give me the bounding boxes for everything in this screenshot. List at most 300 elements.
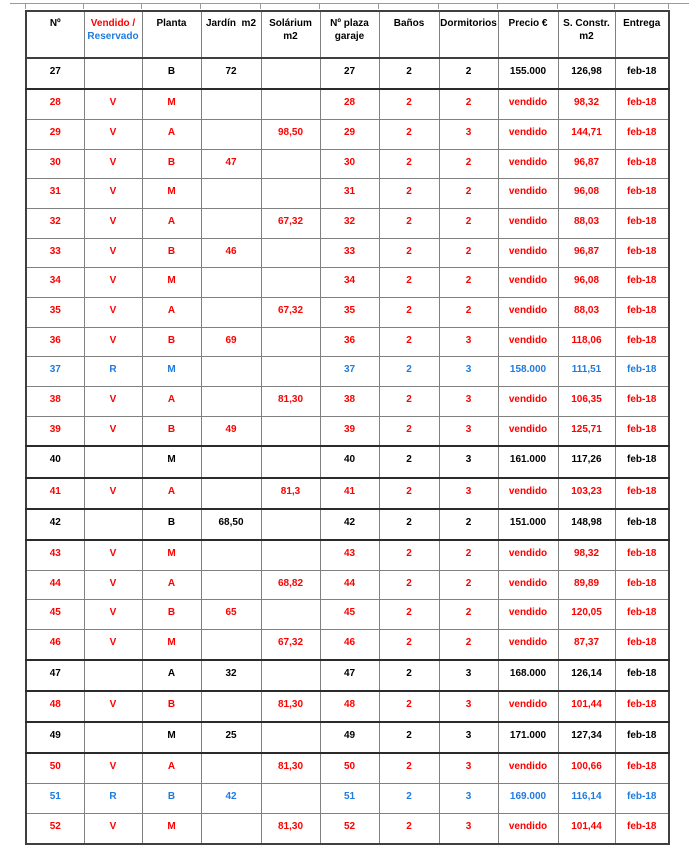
cell-banos: 2 <box>379 268 439 298</box>
cell-planta: B <box>142 691 201 722</box>
cell-jardin: 46 <box>201 238 261 268</box>
header-num: Nº <box>26 11 84 58</box>
header-dormitorios: Dormitorios <box>439 11 498 58</box>
cell-banos: 2 <box>379 570 439 600</box>
price-table <box>25 10 670 845</box>
cell-plaza: 41 <box>320 478 379 509</box>
cell-banos: 2 <box>379 120 439 150</box>
cell-num: 38 <box>26 386 84 416</box>
table-row <box>26 120 669 150</box>
cell-solarium <box>261 357 320 387</box>
cell-sconstr: 96,87 <box>558 238 615 268</box>
cell-num: 30 <box>26 149 84 179</box>
cell-sconstr: 144,71 <box>558 120 615 150</box>
cell-plaza: 37 <box>320 357 379 387</box>
cell-dorm: 2 <box>439 238 498 268</box>
cell-dorm: 2 <box>439 630 498 660</box>
cell-num: 33 <box>26 238 84 268</box>
cell-plaza: 46 <box>320 630 379 660</box>
header-superficie-construida: S. Constr. m2 <box>558 11 615 58</box>
header-banos: Baños <box>379 11 439 58</box>
cell-dorm: 3 <box>439 386 498 416</box>
cell-banos: 2 <box>379 446 439 477</box>
cell-entrega: feb-18 <box>615 120 669 150</box>
cell-solarium <box>261 660 320 691</box>
cell-num: 29 <box>26 120 84 150</box>
cell-planta: B <box>142 509 201 540</box>
cell-precio: vendido <box>498 297 558 327</box>
table-row <box>26 446 669 477</box>
cell-banos: 2 <box>379 722 439 753</box>
cell-solarium <box>261 722 320 753</box>
cell-estado: V <box>84 120 142 150</box>
cell-sconstr: 96,08 <box>558 268 615 298</box>
cell-entrega: feb-18 <box>615 753 669 783</box>
cell-planta: M <box>142 446 201 477</box>
cell-precio: vendido <box>498 120 558 150</box>
cell-plaza: 39 <box>320 416 379 446</box>
cell-sconstr: 101,44 <box>558 691 615 722</box>
cell-precio: vendido <box>498 813 558 844</box>
cell-num: 49 <box>26 722 84 753</box>
cell-estado: R <box>84 784 142 814</box>
cell-dorm: 3 <box>439 691 498 722</box>
cell-plaza: 44 <box>320 570 379 600</box>
cell-planta: B <box>142 149 201 179</box>
cell-entrega: feb-18 <box>615 600 669 630</box>
partial-row-gridline <box>10 3 689 4</box>
cell-solarium <box>261 416 320 446</box>
cell-banos: 2 <box>379 238 439 268</box>
gridline-tick <box>668 3 669 9</box>
cell-precio: vendido <box>498 416 558 446</box>
cell-entrega: feb-18 <box>615 691 669 722</box>
cell-sconstr: 87,37 <box>558 630 615 660</box>
cell-num: 44 <box>26 570 84 600</box>
cell-estado <box>84 722 142 753</box>
cell-entrega: feb-18 <box>615 327 669 357</box>
cell-entrega: feb-18 <box>615 268 669 298</box>
cell-planta: A <box>142 209 201 239</box>
cell-solarium <box>261 600 320 630</box>
cell-planta: M <box>142 179 201 209</box>
table-row <box>26 357 669 387</box>
cell-entrega: feb-18 <box>615 478 669 509</box>
cell-banos: 2 <box>379 357 439 387</box>
cell-jardin <box>201 691 261 722</box>
cell-dorm: 2 <box>439 179 498 209</box>
header-reservado-label: Reservado <box>87 31 139 42</box>
cell-dorm: 2 <box>439 149 498 179</box>
cell-estado: V <box>84 327 142 357</box>
cell-estado: V <box>84 149 142 179</box>
cell-dorm: 3 <box>439 478 498 509</box>
cell-entrega: feb-18 <box>615 570 669 600</box>
gridline-tick <box>378 3 379 9</box>
cell-entrega: feb-18 <box>615 446 669 477</box>
cell-plaza: 52 <box>320 813 379 844</box>
table-row <box>26 660 669 691</box>
cell-banos: 2 <box>379 691 439 722</box>
cell-planta: B <box>142 600 201 630</box>
cell-num: 40 <box>26 446 84 477</box>
cell-precio: 169.000 <box>498 784 558 814</box>
cell-jardin: 65 <box>201 600 261 630</box>
cell-jardin <box>201 209 261 239</box>
cell-num: 36 <box>26 327 84 357</box>
gridline-tick <box>319 3 320 9</box>
table-row <box>26 813 669 844</box>
cell-planta: A <box>142 478 201 509</box>
table-row <box>26 149 669 179</box>
cell-jardin <box>201 89 261 119</box>
cell-planta: B <box>142 784 201 814</box>
table-row <box>26 209 669 239</box>
cell-num: 32 <box>26 209 84 239</box>
cell-precio: vendido <box>498 540 558 570</box>
cell-dorm: 3 <box>439 357 498 387</box>
gridline-tick <box>614 3 615 9</box>
table-row <box>26 89 669 119</box>
cell-jardin: 69 <box>201 327 261 357</box>
cell-plaza: 33 <box>320 238 379 268</box>
header-estado <box>84 11 142 58</box>
table-row <box>26 509 669 540</box>
table-row <box>26 268 669 298</box>
cell-precio: vendido <box>498 89 558 119</box>
cell-entrega: feb-18 <box>615 58 669 89</box>
cell-sconstr: 96,87 <box>558 149 615 179</box>
cell-precio: vendido <box>498 327 558 357</box>
table-row <box>26 58 669 89</box>
gridline-tick <box>497 3 498 9</box>
cell-jardin <box>201 357 261 387</box>
cell-dorm: 2 <box>439 209 498 239</box>
cell-entrega: feb-18 <box>615 722 669 753</box>
cell-entrega: feb-18 <box>615 813 669 844</box>
table-row <box>26 416 669 446</box>
cell-estado: V <box>84 540 142 570</box>
cell-planta: B <box>142 327 201 357</box>
cell-entrega: feb-18 <box>615 660 669 691</box>
table-body <box>26 58 669 844</box>
header-solarium: Solárium m2 <box>261 11 320 58</box>
cell-dorm: 3 <box>439 327 498 357</box>
cell-solarium <box>261 58 320 89</box>
cell-sconstr: 100,66 <box>558 753 615 783</box>
cell-dorm: 2 <box>439 89 498 119</box>
cell-banos: 2 <box>379 478 439 509</box>
cell-solarium: 81,3 <box>261 478 320 509</box>
cell-entrega: feb-18 <box>615 238 669 268</box>
cell-precio: vendido <box>498 386 558 416</box>
cell-precio: vendido <box>498 179 558 209</box>
cell-estado: V <box>84 268 142 298</box>
gridline-tick <box>438 3 439 9</box>
cell-estado <box>84 660 142 691</box>
cell-solarium <box>261 540 320 570</box>
cell-entrega: feb-18 <box>615 386 669 416</box>
cell-plaza: 38 <box>320 386 379 416</box>
cell-solarium <box>261 89 320 119</box>
cell-estado: V <box>84 478 142 509</box>
cell-solarium: 98,50 <box>261 120 320 150</box>
cell-precio: vendido <box>498 691 558 722</box>
cell-solarium <box>261 179 320 209</box>
header-row <box>26 11 669 58</box>
cell-solarium: 67,32 <box>261 209 320 239</box>
cell-dorm: 2 <box>439 58 498 89</box>
cell-num: 28 <box>26 89 84 119</box>
table-row <box>26 722 669 753</box>
header-jardin: Jardín m2 <box>201 11 261 58</box>
table-row <box>26 570 669 600</box>
cell-precio: vendido <box>498 149 558 179</box>
cell-estado: V <box>84 386 142 416</box>
cell-plaza: 36 <box>320 327 379 357</box>
cell-planta: M <box>142 357 201 387</box>
cell-jardin <box>201 386 261 416</box>
cell-banos: 2 <box>379 813 439 844</box>
cell-dorm: 3 <box>439 813 498 844</box>
cell-planta: M <box>142 813 201 844</box>
cell-entrega: feb-18 <box>615 209 669 239</box>
cell-banos: 2 <box>379 600 439 630</box>
cell-banos: 2 <box>379 297 439 327</box>
cell-plaza: 47 <box>320 660 379 691</box>
cell-sconstr: 111,51 <box>558 357 615 387</box>
gridline-tick <box>260 3 261 9</box>
cell-dorm: 2 <box>439 297 498 327</box>
cell-dorm: 2 <box>439 570 498 600</box>
cell-plaza: 50 <box>320 753 379 783</box>
cell-jardin: 47 <box>201 149 261 179</box>
cell-num: 42 <box>26 509 84 540</box>
cell-precio: vendido <box>498 753 558 783</box>
cell-estado <box>84 509 142 540</box>
cell-planta: A <box>142 120 201 150</box>
cell-planta: B <box>142 58 201 89</box>
cell-jardin <box>201 268 261 298</box>
cell-solarium: 67,32 <box>261 630 320 660</box>
cell-entrega: feb-18 <box>615 784 669 814</box>
header-precio: Precio € <box>498 11 558 58</box>
cell-planta: M <box>142 722 201 753</box>
price-list-sheet <box>25 10 670 845</box>
cell-estado: V <box>84 297 142 327</box>
cell-entrega: feb-18 <box>615 179 669 209</box>
cell-dorm: 2 <box>439 509 498 540</box>
cell-num: 47 <box>26 660 84 691</box>
cell-dorm: 2 <box>439 600 498 630</box>
table-row <box>26 600 669 630</box>
cell-plaza: 51 <box>320 784 379 814</box>
cell-estado <box>84 58 142 89</box>
cell-precio: vendido <box>498 630 558 660</box>
cell-plaza: 45 <box>320 600 379 630</box>
cell-num: 52 <box>26 813 84 844</box>
cell-dorm: 2 <box>439 540 498 570</box>
cell-solarium <box>261 327 320 357</box>
cell-estado: R <box>84 357 142 387</box>
cell-precio: vendido <box>498 600 558 630</box>
cell-estado: V <box>84 600 142 630</box>
cell-dorm: 3 <box>439 416 498 446</box>
cell-sconstr: 88,03 <box>558 209 615 239</box>
cell-precio: 168.000 <box>498 660 558 691</box>
cell-banos: 2 <box>379 660 439 691</box>
cell-jardin <box>201 120 261 150</box>
cell-planta: A <box>142 297 201 327</box>
cell-solarium: 81,30 <box>261 386 320 416</box>
cell-num: 37 <box>26 357 84 387</box>
cell-solarium <box>261 149 320 179</box>
cell-jardin <box>201 297 261 327</box>
cell-num: 45 <box>26 600 84 630</box>
cell-precio: vendido <box>498 570 558 600</box>
table-row <box>26 386 669 416</box>
cell-sconstr: 120,05 <box>558 600 615 630</box>
cell-sconstr: 116,14 <box>558 784 615 814</box>
cell-banos: 2 <box>379 149 439 179</box>
cell-jardin: 25 <box>201 722 261 753</box>
cell-planta: M <box>142 630 201 660</box>
cell-estado: V <box>84 570 142 600</box>
table-header <box>26 11 669 58</box>
cell-num: 46 <box>26 630 84 660</box>
cell-dorm: 3 <box>439 660 498 691</box>
cell-estado: V <box>84 209 142 239</box>
cell-sconstr: 127,34 <box>558 722 615 753</box>
cell-estado: V <box>84 416 142 446</box>
cell-estado: V <box>84 753 142 783</box>
cell-precio: vendido <box>498 268 558 298</box>
cell-dorm: 3 <box>439 784 498 814</box>
cell-sconstr: 89,89 <box>558 570 615 600</box>
cell-solarium: 81,30 <box>261 691 320 722</box>
cell-solarium <box>261 509 320 540</box>
cell-num: 39 <box>26 416 84 446</box>
cell-precio: 158.000 <box>498 357 558 387</box>
cell-solarium <box>261 784 320 814</box>
cell-banos: 2 <box>379 784 439 814</box>
table-row <box>26 238 669 268</box>
cell-dorm: 3 <box>439 753 498 783</box>
cell-solarium <box>261 238 320 268</box>
cell-entrega: feb-18 <box>615 540 669 570</box>
header-planta: Planta <box>142 11 201 58</box>
cell-planta: B <box>142 238 201 268</box>
cell-num: 27 <box>26 58 84 89</box>
cell-banos: 2 <box>379 753 439 783</box>
cell-jardin: 72 <box>201 58 261 89</box>
cell-jardin <box>201 179 261 209</box>
cell-plaza: 32 <box>320 209 379 239</box>
cell-dorm: 3 <box>439 120 498 150</box>
cell-sconstr: 101,44 <box>558 813 615 844</box>
cell-num: 50 <box>26 753 84 783</box>
table-row <box>26 297 669 327</box>
cell-solarium: 68,82 <box>261 570 320 600</box>
cell-precio: vendido <box>498 238 558 268</box>
table-row <box>26 540 669 570</box>
gridline-tick <box>200 3 201 9</box>
cell-jardin <box>201 446 261 477</box>
cell-entrega: feb-18 <box>615 357 669 387</box>
cell-jardin: 32 <box>201 660 261 691</box>
cell-estado: V <box>84 89 142 119</box>
cell-estado: V <box>84 691 142 722</box>
cell-estado: V <box>84 630 142 660</box>
cell-planta: A <box>142 386 201 416</box>
cell-sconstr: 88,03 <box>558 297 615 327</box>
cell-plaza: 28 <box>320 89 379 119</box>
table-row <box>26 691 669 722</box>
cell-sconstr: 96,08 <box>558 179 615 209</box>
cell-plaza: 27 <box>320 58 379 89</box>
cell-planta: M <box>142 540 201 570</box>
cell-plaza: 30 <box>320 149 379 179</box>
table-row <box>26 478 669 509</box>
cell-planta: M <box>142 268 201 298</box>
cell-banos: 2 <box>379 386 439 416</box>
cell-precio: 155.000 <box>498 58 558 89</box>
cell-banos: 2 <box>379 179 439 209</box>
cell-plaza: 43 <box>320 540 379 570</box>
cell-plaza: 35 <box>320 297 379 327</box>
cell-banos: 2 <box>379 209 439 239</box>
table-row <box>26 179 669 209</box>
cell-precio: 171.000 <box>498 722 558 753</box>
cell-precio: vendido <box>498 209 558 239</box>
cell-estado <box>84 446 142 477</box>
cell-sconstr: 148,98 <box>558 509 615 540</box>
cell-plaza: 31 <box>320 179 379 209</box>
cell-dorm: 2 <box>439 268 498 298</box>
cell-solarium <box>261 268 320 298</box>
cell-sconstr: 117,26 <box>558 446 615 477</box>
cell-jardin <box>201 753 261 783</box>
cell-num: 41 <box>26 478 84 509</box>
cell-jardin <box>201 540 261 570</box>
cell-sconstr: 125,71 <box>558 416 615 446</box>
cell-solarium: 81,30 <box>261 753 320 783</box>
cell-dorm: 3 <box>439 446 498 477</box>
cell-banos: 2 <box>379 327 439 357</box>
cell-planta: M <box>142 89 201 119</box>
table-row <box>26 630 669 660</box>
cell-planta: A <box>142 753 201 783</box>
cell-estado: V <box>84 179 142 209</box>
cell-num: 34 <box>26 268 84 298</box>
cell-num: 43 <box>26 540 84 570</box>
cell-num: 51 <box>26 784 84 814</box>
cell-precio: vendido <box>498 478 558 509</box>
cell-estado: V <box>84 813 142 844</box>
cell-entrega: feb-18 <box>615 509 669 540</box>
cell-banos: 2 <box>379 416 439 446</box>
cell-banos: 2 <box>379 540 439 570</box>
cell-precio: 151.000 <box>498 509 558 540</box>
cell-entrega: feb-18 <box>615 297 669 327</box>
cell-sconstr: 98,32 <box>558 540 615 570</box>
cell-jardin <box>201 478 261 509</box>
cell-banos: 2 <box>379 58 439 89</box>
cell-sconstr: 106,35 <box>558 386 615 416</box>
cell-estado: V <box>84 238 142 268</box>
cell-solarium: 81,30 <box>261 813 320 844</box>
cell-sconstr: 126,14 <box>558 660 615 691</box>
